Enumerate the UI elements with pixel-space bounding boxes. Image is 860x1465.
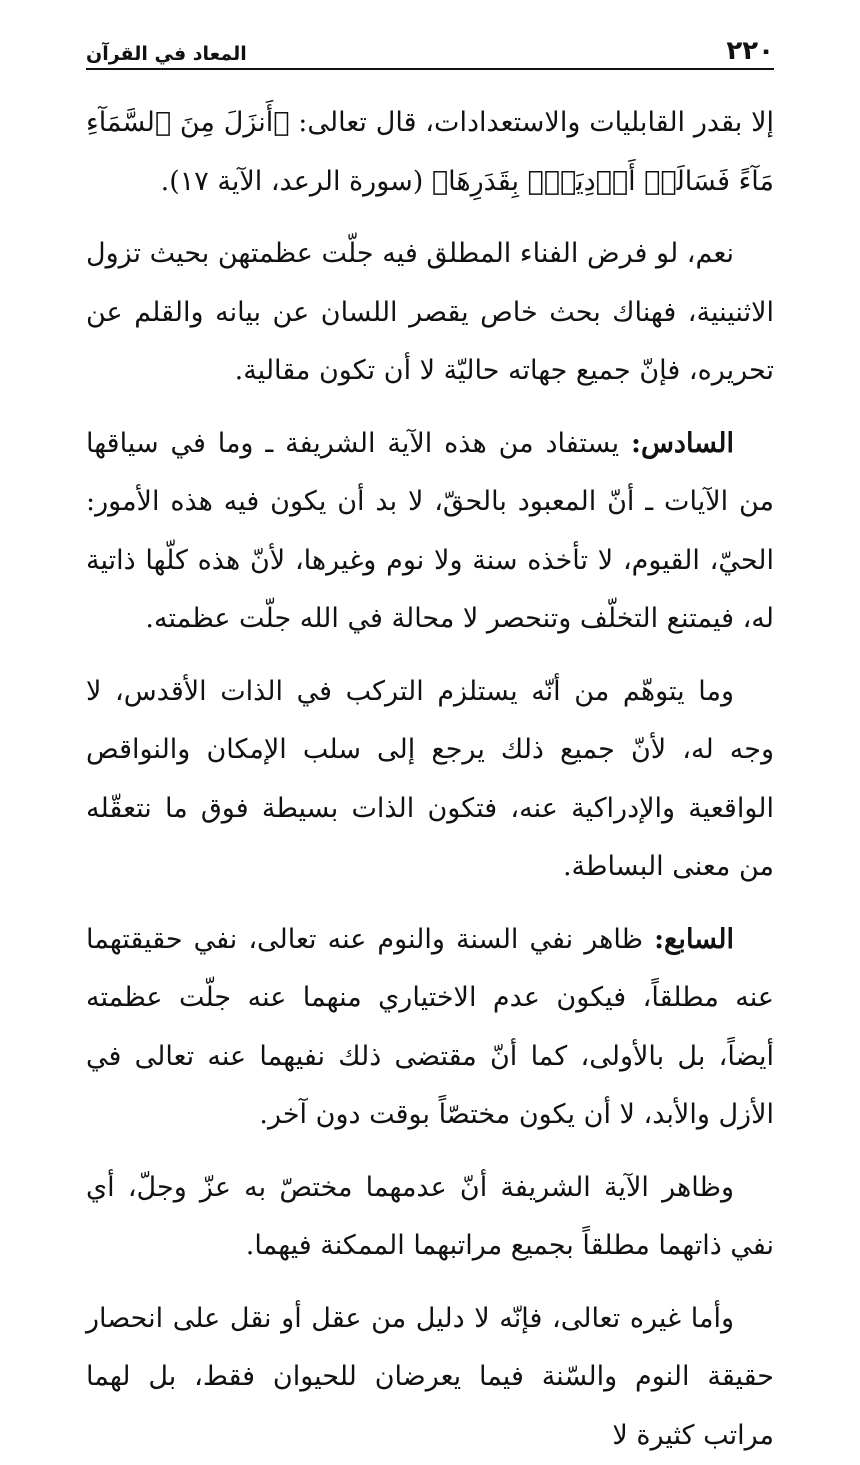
- section-heading-seventh: السابع:: [654, 924, 734, 955]
- paragraph-2: [86, 225, 774, 401]
- page-number: ٢٢٠: [726, 38, 774, 64]
- quran-verse: ﴿أَنزَلَ مِنَ ٱلسَّمَآءِ مَآءً فَسَالَتۡ أَوۡدِيَةُۢ بِقَدَرِهَا﴾: [86, 107, 774, 197]
- paragraph-4-text: وما يتوهّم من أنّه يستلزم التركب في الذات الأقدس، لا وجه له، لأنّ جميع ذلك يرجع إلى سلب الإمكان والنواقص الواقعية والإدراكية عنه، فتكون الذات بسيطة فوق ما نتعقّله من معنى البساطة.: [86, 676, 774, 883]
- paragraph-6: [86, 1159, 774, 1276]
- paragraph-7-text: وأما غيره تعالى، فإنّه لا دليل من عقل أو نقل على انحصار حقيقة النوم والسّنة فيما يعرضان للحيوان فقط، بل لهما مراتب كثيرة لا: [86, 1303, 774, 1451]
- paragraph-5: [86, 911, 774, 1145]
- body-text: [86, 94, 774, 1465]
- paragraph-1: [86, 94, 774, 211]
- paragraph-3-text: يستفاد من هذه الآية الشريفة ـ وما في سياقها من الآيات ـ أنّ المعبود بالحقّ، لا بد أن يكون فيه هذه الأمور: الحيّ، القيوم، لا تأخذه سنة ولا نوم وغيرها، لأنّ هذه كلّها ذاتية له، فيمتنع التخلّف وتنحصر لا محالة في الله جلّت عظمته.: [86, 428, 774, 635]
- paragraph-7: [86, 1290, 774, 1465]
- paragraph-3: [86, 415, 774, 649]
- paragraph-6-text: وظاهر الآية الشريفة أنّ عدمهما مختصّ به عزّ وجلّ، أي نفي ذاتهما مطلقاً بجميع مراتبهما الممكنة فيهما.: [86, 1172, 774, 1262]
- paragraph-4: [86, 663, 774, 897]
- verse-citation: (سورة الرعد، الآية ١٧).: [161, 166, 432, 197]
- running-header: [86, 28, 774, 70]
- section-heading-sixth: السادس:: [631, 428, 734, 459]
- paragraph-5-text: ظاهر نفي السنة والنوم عنه تعالى، نفي حقيقتهما عنه مطلقاً، فيكون عدم الاختياري منهما عنه جلّت عظمته أيضاً، بل بالأولى، كما أنّ مقتضى ذلك نفيهما عنه تعالى في الأزل والأبد، لا أن يكون مختصّاً بوقت دون آخر.: [86, 924, 774, 1131]
- paragraph-1-text: إلا بقدر القابليات والاستعدادات، قال تعالى:: [289, 107, 774, 138]
- book-title: المعاد في القرآن: [86, 45, 247, 64]
- paragraph-2-text: نعم، لو فرض الفناء المطلق فيه جلّت عظمتهن بحيث تزول الاثنينية، فهناك بحث خاص يقصر اللسان عن بيانه والقلم عن تحريره، فإنّ جميع جهاته حاليّة لا أن تكون مقالية.: [86, 238, 774, 386]
